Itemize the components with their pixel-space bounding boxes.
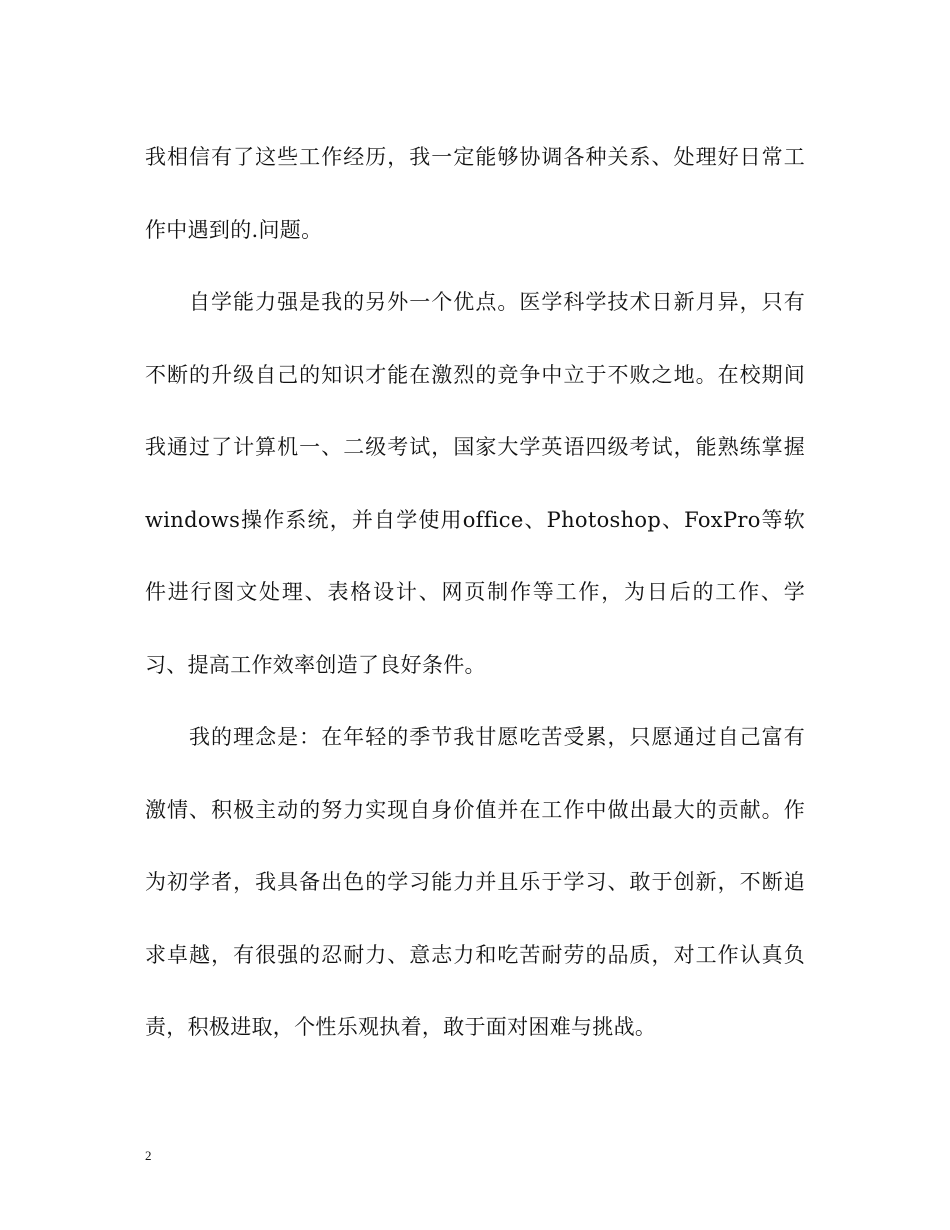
page-number: 2	[145, 1148, 152, 1163]
paragraph-3: 我的理念是：在年轻的季节我甘愿吃苦受累，只愿通过自己富有激情、积极主动的努力实现自身价值并在工作中做出最大的贡献。作为初学者，我具备出色的学习能力并且乐于学习、敢于创新，不断追求卓越，有很强的忍耐力、意志力和吃苦耐劳的品质，对工作认真负责，积极进取，个性乐观执着，敢于面对困难与挑战。	[145, 725, 805, 1039]
document-body	[145, 121, 805, 1064]
paragraph-1: 我相信有了这些工作经历，我一定能够协调各种关系、处理好日常工作中遇到的.问题。	[145, 145, 805, 242]
paragraph-2: 自学能力强是我的另外一个优点。医学科学技术日新月异，只有不断的升级自己的知识才能在激烈的竞争中立于不败之地。在校期间我通过了计算机一、二级考试，国家大学英语四级考试，能熟练掌握windows操作系统，并自学使用office、Photoshop、FoxPro等软件进行图文处理、表格设计、网页制作等工作，为日后的工作、学习、提高工作效率创造了良好条件。	[145, 290, 805, 677]
